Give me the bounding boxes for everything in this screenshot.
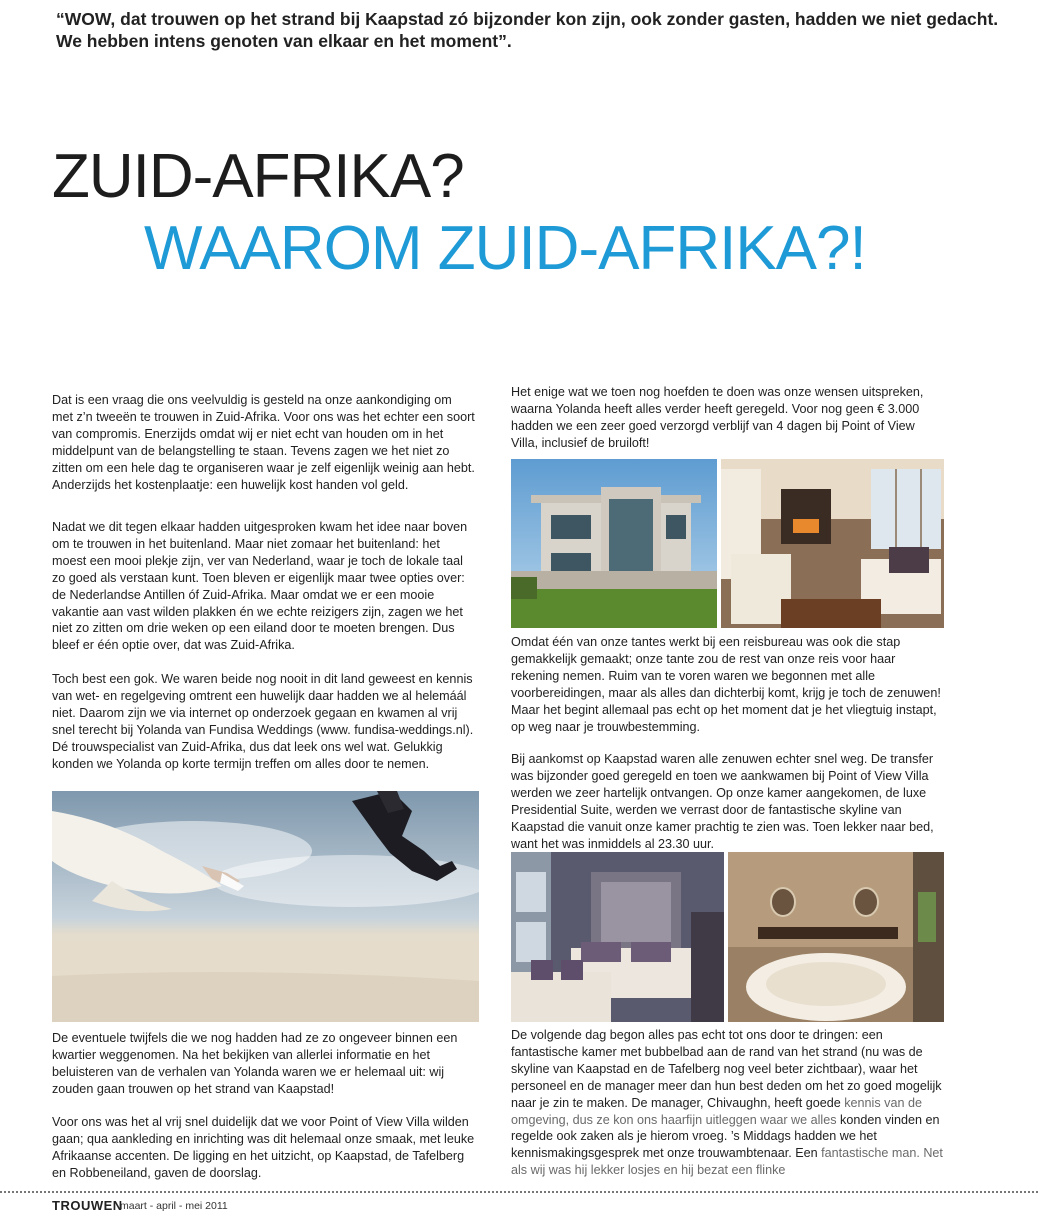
footer-divider: [0, 1191, 1038, 1193]
photo-villa-lounge: [721, 459, 944, 628]
left-paragraph-3: Toch best een gok. We waren beide nog nooit in dit land geweest en kennis van wet- en regelgeving omtrent een huwelijk daar hadden we al helemáál niet. Daarom zijn we via internet op onderzoek gegaan en kwamen al vrij snel terecht bij Yolanda van Fundisa Weddings (www. fundisa-weddings.nl). Dé trouwspecialist van Zuid-Afrika, dus dat leek ons wel wat. Gelukkig konden we Yolanda op korte termijn treffen om alles door te nemen.: [52, 672, 474, 771]
left-paragraph-4: De eventuele twijfels die we nog hadden had ze zo ongeveer binnen een kwartier weggenomen. Na het bekijken van allerlei informatie en het beluisteren van de verhalen van Yolanda waren we er helemaal uit: wij zouden gaan trouwen op het strand van Kaapstad!: [52, 1031, 458, 1096]
right-paragraph-1: Het enige wat we toen nog hoefden te doen was onze wensen uitspreken, waarna Yolanda heeft alles verder heeft geregeld. Voor nog geen € 3.000 hadden we een zeer goed verzorgd verblijf van 4 dagen bij Point of View Villa, inclusief de bruiloft!: [511, 385, 924, 450]
photo-bathroom-bubblebath: [728, 852, 944, 1022]
right-paragraph-4-text-a: De volgende dag begon alles pas echt tot ons door te dringen: een fantastische kamer met bubbelbad aan de rand van het strand (nu was de skyline van Kaapstad en de Tafelberg nog veel beter zichtbaar), waar het personeel en de manager meer dan hun best deden om het zo goed mogelijk naar je zin te maken. De manager, Chivaughn, heeft goede: [511, 1028, 942, 1110]
photo-bedroom: [511, 852, 724, 1022]
photo-beach-jump: [52, 791, 479, 1022]
photo-villa-exterior: [511, 459, 717, 628]
right-paragraph-2: Omdat één van onze tantes werkt bij een reisbureau was ook die stap gemakkelijk gemaakt; onze tante zou de rest van onze reis voor haar rekening nemen. Ruim van te voren waren we begonnen met alle voorbereidingen, maar als alles dan dichterbij komt, krijg je toch de zenuwen! Maar het begint allemaal pas echt op het moment dat je het vliegtuig instapt, op weg naar je trouwbestemming.: [511, 635, 941, 734]
left-paragraph-2: Nadat we dit tegen elkaar hadden uitgesproken kwam het idee naar boven om te trouwen in het buitenland. Maar niet zomaar het buitenland: het moest een mooi plekje zijn, ver van Nederland, waar je toch de lokale taal zo goed als verstaan kunt. Toen bleven er eigenlijk maar twee opties over: de Nederlandse Antillen óf Zuid-Afrika. Maar omdat we er een mooie vakantie aan vast wilden plakken én we echte reizigers zijn, zagen we het niet zo zitten om drie weken op een eiland door te moeten brengen. Dus bleef er één optie over, dat was Zuid-Afrika.: [52, 520, 468, 653]
right-paragraph-4-text-c: konden vinden en regelde ook zaken als je hierom vroeg. ’s Middags hadden we het kennismakingsgesprek met onze trouwambtenaar. Een: [511, 1112, 940, 1161]
right-paragraph-3: Bij aankomst op Kaapstad waren alle zenuwen echter snel weg. De transfer was bijzonder goed geregeld en toen we aankwamen bij Point of View Villa werden we zeer hartelijk ontvangen. Op onze kamer aangekomen, de luxe Presidential Suite, werden we verrast door de fantastische skyline van Kaapstad die vanuit onze kamer prachtig te zien was. Toen lekker naar bed, want het was inmiddels al 23.30 uur.: [511, 752, 934, 851]
right-paragraph-4-text-d: fantastische man. Net als wij was hij lekker losjes en hij bezat een flinke: [511, 1146, 943, 1178]
right-paragraph-4-text-b: kennis van de omgeving, dus ze kon ons haarfijn uitleggen waar we alles: [511, 1095, 922, 1127]
left-paragraph-5: Voor ons was het al vrij snel duidelijk dat we voor Point of View Villa wilden gaan; qua aankleding en inrichting was dit helemaal onze smaak, met leuke Afrikaanse accenten. De ligging en het uitzicht, op Kaapstad, de Tafelberg en Robbeneiland, gaven de doorslag.: [52, 1115, 475, 1180]
headline-line-2: WAAROM ZUID-AFRIKA?!: [144, 214, 866, 283]
right-paragraph-4: [511, 1027, 945, 1179]
left-paragraph-1: Dat is een vraag die ons veelvuldig is gesteld na onze aankondiging om met z’n tweeën te trouwen in Zuid-Afrika. Voor ons was het echter een soort van compromis. Enerzijds omdat wij er niet echt van houden om in het middelpunt van de belangstelling te staan. Tevens zagen we het niet zo zitten om een hele dag te organiseren waar je zelf eigenlijk weinig aan hebt. Anderzijds het kostenplaatje: een huwelijk kost handen vol geld.: [52, 393, 475, 492]
headline-line-1: ZUID-AFRIKA?: [52, 142, 464, 211]
pull-quote: “WOW, dat trouwen op het strand bij Kaapstad zó bijzonder kon zijn, ook zonder gasten, hadden we niet gedacht. We hebben intens genoten van elkaar en het moment”.: [56, 9, 999, 51]
footer-issue-date: maart - april - mei 2011: [120, 1200, 228, 1212]
footer-magazine-name: TROUWEN: [52, 1198, 123, 1213]
